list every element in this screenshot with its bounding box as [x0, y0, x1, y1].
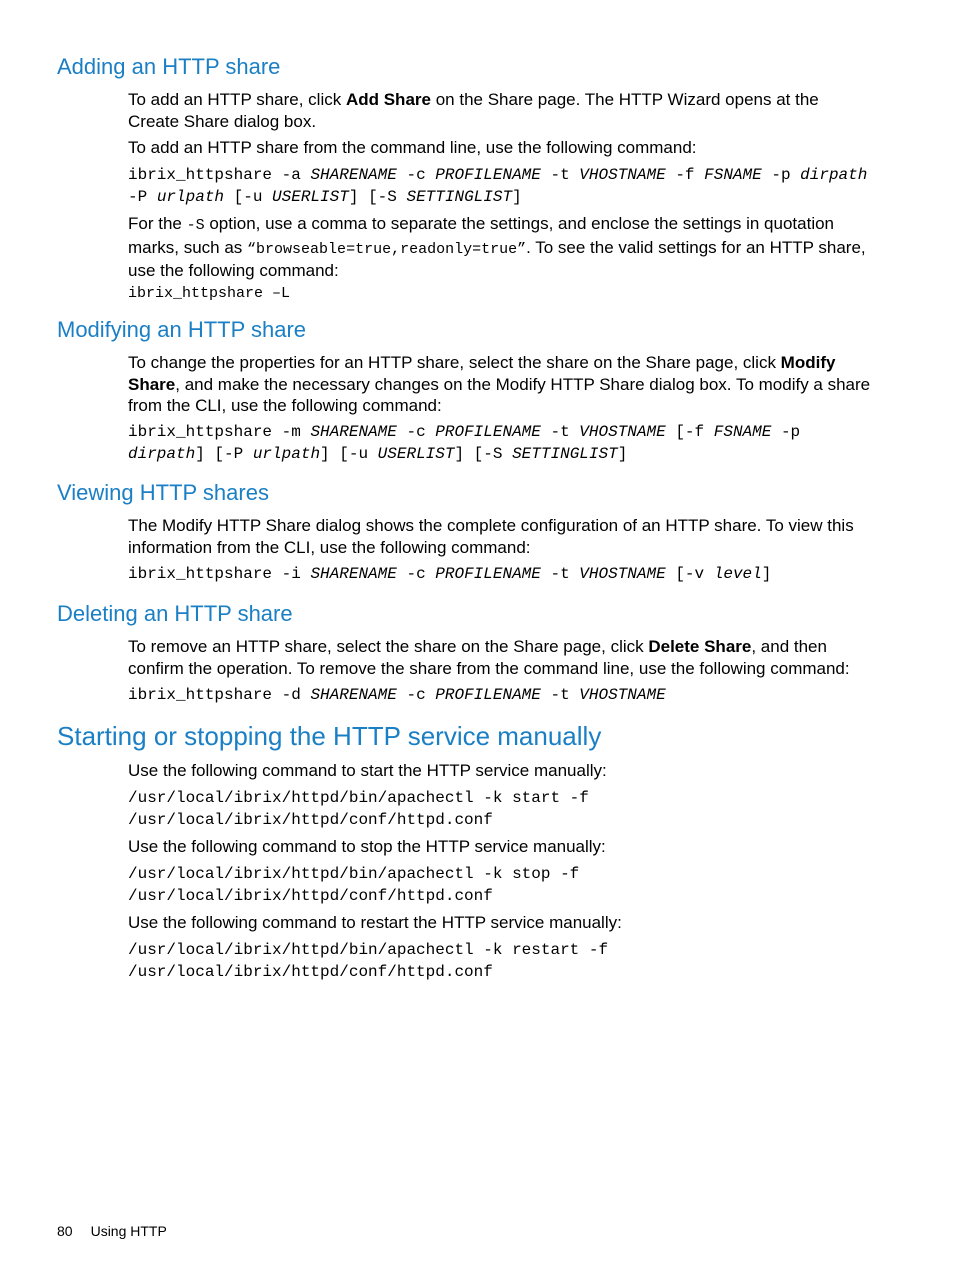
command-placeholder: SETTINGLIST: [512, 444, 618, 463]
command-placeholder: FSNAME: [704, 166, 762, 184]
command-restart-service: /usr/local/ibrix/httpd/bin/apachectl -k restart -f /usr/local/ibrix/httpd/conf/httpd.conf: [128, 941, 609, 981]
heading-modifying-http-share: Modifying an HTTP share: [57, 317, 307, 342]
command-placeholder: dirpath: [128, 444, 196, 463]
command-modify-share: [128, 422, 873, 465]
command-literal: [-f: [665, 423, 714, 441]
command-placeholder: FSNAME: [713, 423, 772, 441]
heading-viewing-http-shares: Viewing HTTP shares: [57, 480, 269, 505]
command-literal: -t: [540, 423, 580, 441]
command-placeholder: urlpath: [156, 187, 225, 206]
command-literal: -c: [396, 166, 436, 184]
command-list-settings: ibrix_httpshare –L: [128, 285, 291, 302]
command-placeholder: SHARENAME: [310, 423, 397, 441]
command-literal: -P: [128, 166, 877, 206]
command-placeholder: PROFILENAME: [435, 565, 541, 583]
command-view-share: [128, 564, 873, 586]
paragraph-stop-service: Use the following command to stop the HTTP service manually:: [128, 837, 606, 856]
ui-term-modify-share: Modify Share: [128, 353, 836, 394]
heading-starting-stopping-http-service: Starting or stopping the HTTP service manually: [57, 721, 602, 751]
command-literal: [-u: [224, 187, 273, 206]
page-number: 80: [57, 1223, 73, 1239]
command-literal: [-v: [665, 565, 714, 583]
command-placeholder: USERLIST: [377, 444, 455, 463]
command-literal: ]: [512, 187, 522, 206]
page-footer: [57, 1222, 185, 1240]
paragraph-start-service: Use the following command to start the HTTP service manually:: [128, 761, 607, 780]
footer-section-title: Using HTTP: [90, 1223, 167, 1239]
ui-term-add-share: Add Share: [345, 90, 431, 109]
command-literal: -t: [540, 565, 580, 583]
command-placeholder: SHARENAME: [310, 565, 397, 583]
paragraph-settings-option: For the -S option, use a comma to separate the settings, and enclose the settings in quotation marks, such as “browseable=true,readonly=true”. To see the valid settings for an HTTP share, use the following command:: [128, 214, 866, 280]
paragraph-add-cli: To add an HTTP share from the command line, use the following command:: [128, 138, 697, 157]
command-placeholder: VHOSTNAME: [579, 565, 666, 583]
command-literal: -p: [761, 166, 801, 184]
paragraph-delete-intro: To remove an HTTP share, select the share on the Share page, click Delete Share, and then confirm the operation. To remove the share from the command line, use the following command:: [128, 637, 850, 678]
heading-adding-http-share: Adding an HTTP share: [57, 54, 281, 79]
command-literal: ibrix_httpshare -m: [128, 423, 311, 441]
command-placeholder: VHOSTNAME: [579, 166, 666, 184]
command-placeholder: PROFILENAME: [435, 686, 541, 704]
command-placeholder: urlpath: [252, 444, 321, 463]
command-placeholder: VHOSTNAME: [579, 686, 666, 704]
command-literal: -f: [665, 166, 705, 184]
command-literal: ibrix_httpshare -a: [128, 166, 311, 184]
command-placeholder: level: [713, 565, 762, 583]
command-placeholder: USERLIST: [272, 187, 349, 206]
command-literal: ] [-u: [320, 444, 378, 463]
command-placeholder: PROFILENAME: [435, 166, 541, 184]
command-add-share: [128, 165, 877, 208]
command-literal: -p: [771, 423, 810, 441]
command-literal: -c: [396, 565, 436, 583]
command-literal: ]: [761, 565, 772, 583]
paragraph-view-intro: The Modify HTTP Share dialog shows the complete configuration of an HTTP share. To view this information from the CLI, use the following command:: [128, 516, 854, 557]
paragraph-restart-service: Use the following command to restart the HTTP service manually:: [128, 913, 622, 932]
command-literal: ibrix_httpshare -i: [128, 565, 311, 583]
command-delete-share: [128, 685, 873, 707]
command-literal: ibrix_httpshare -d: [128, 686, 311, 704]
command-placeholder: SHARENAME: [310, 686, 397, 704]
paragraph-add-intro: To add an HTTP share, click Add Share on the Share page. The HTTP Wizard opens at the Create Share dialog box.: [128, 90, 819, 131]
command-literal: ] [-S: [348, 187, 407, 206]
command-literal: ] [-P: [195, 444, 253, 463]
command-stop-service: /usr/local/ibrix/httpd/bin/apachectl -k stop -f /usr/local/ibrix/httpd/conf/httpd.conf: [128, 865, 580, 905]
command-literal: ] [-S: [454, 444, 513, 463]
command-literal: -t: [540, 166, 580, 184]
command-literal: -c: [396, 686, 436, 704]
command-placeholder: PROFILENAME: [435, 423, 541, 441]
command-placeholder: SHARENAME: [310, 166, 397, 184]
command-placeholder: dirpath: [800, 166, 868, 184]
command-placeholder: VHOSTNAME: [579, 423, 666, 441]
command-placeholder: SETTINGLIST: [406, 187, 513, 206]
ui-term-delete-share: Delete Share: [648, 637, 752, 656]
command-start-service: /usr/local/ibrix/httpd/bin/apachectl -k start -f /usr/local/ibrix/httpd/conf/httpd.conf: [128, 789, 589, 829]
heading-deleting-http-share: Deleting an HTTP share: [57, 601, 293, 626]
command-literal: -c: [396, 423, 436, 441]
command-literal: -t: [540, 686, 580, 704]
command-literal: ]: [617, 444, 628, 463]
paragraph-modify-intro: To change the properties for an HTTP share, select the share on the Share page, click Modify Share, and make the necessary changes on the Modify HTTP Share dialog box. To modify a share from the CLI, use the following command:: [128, 353, 871, 415]
